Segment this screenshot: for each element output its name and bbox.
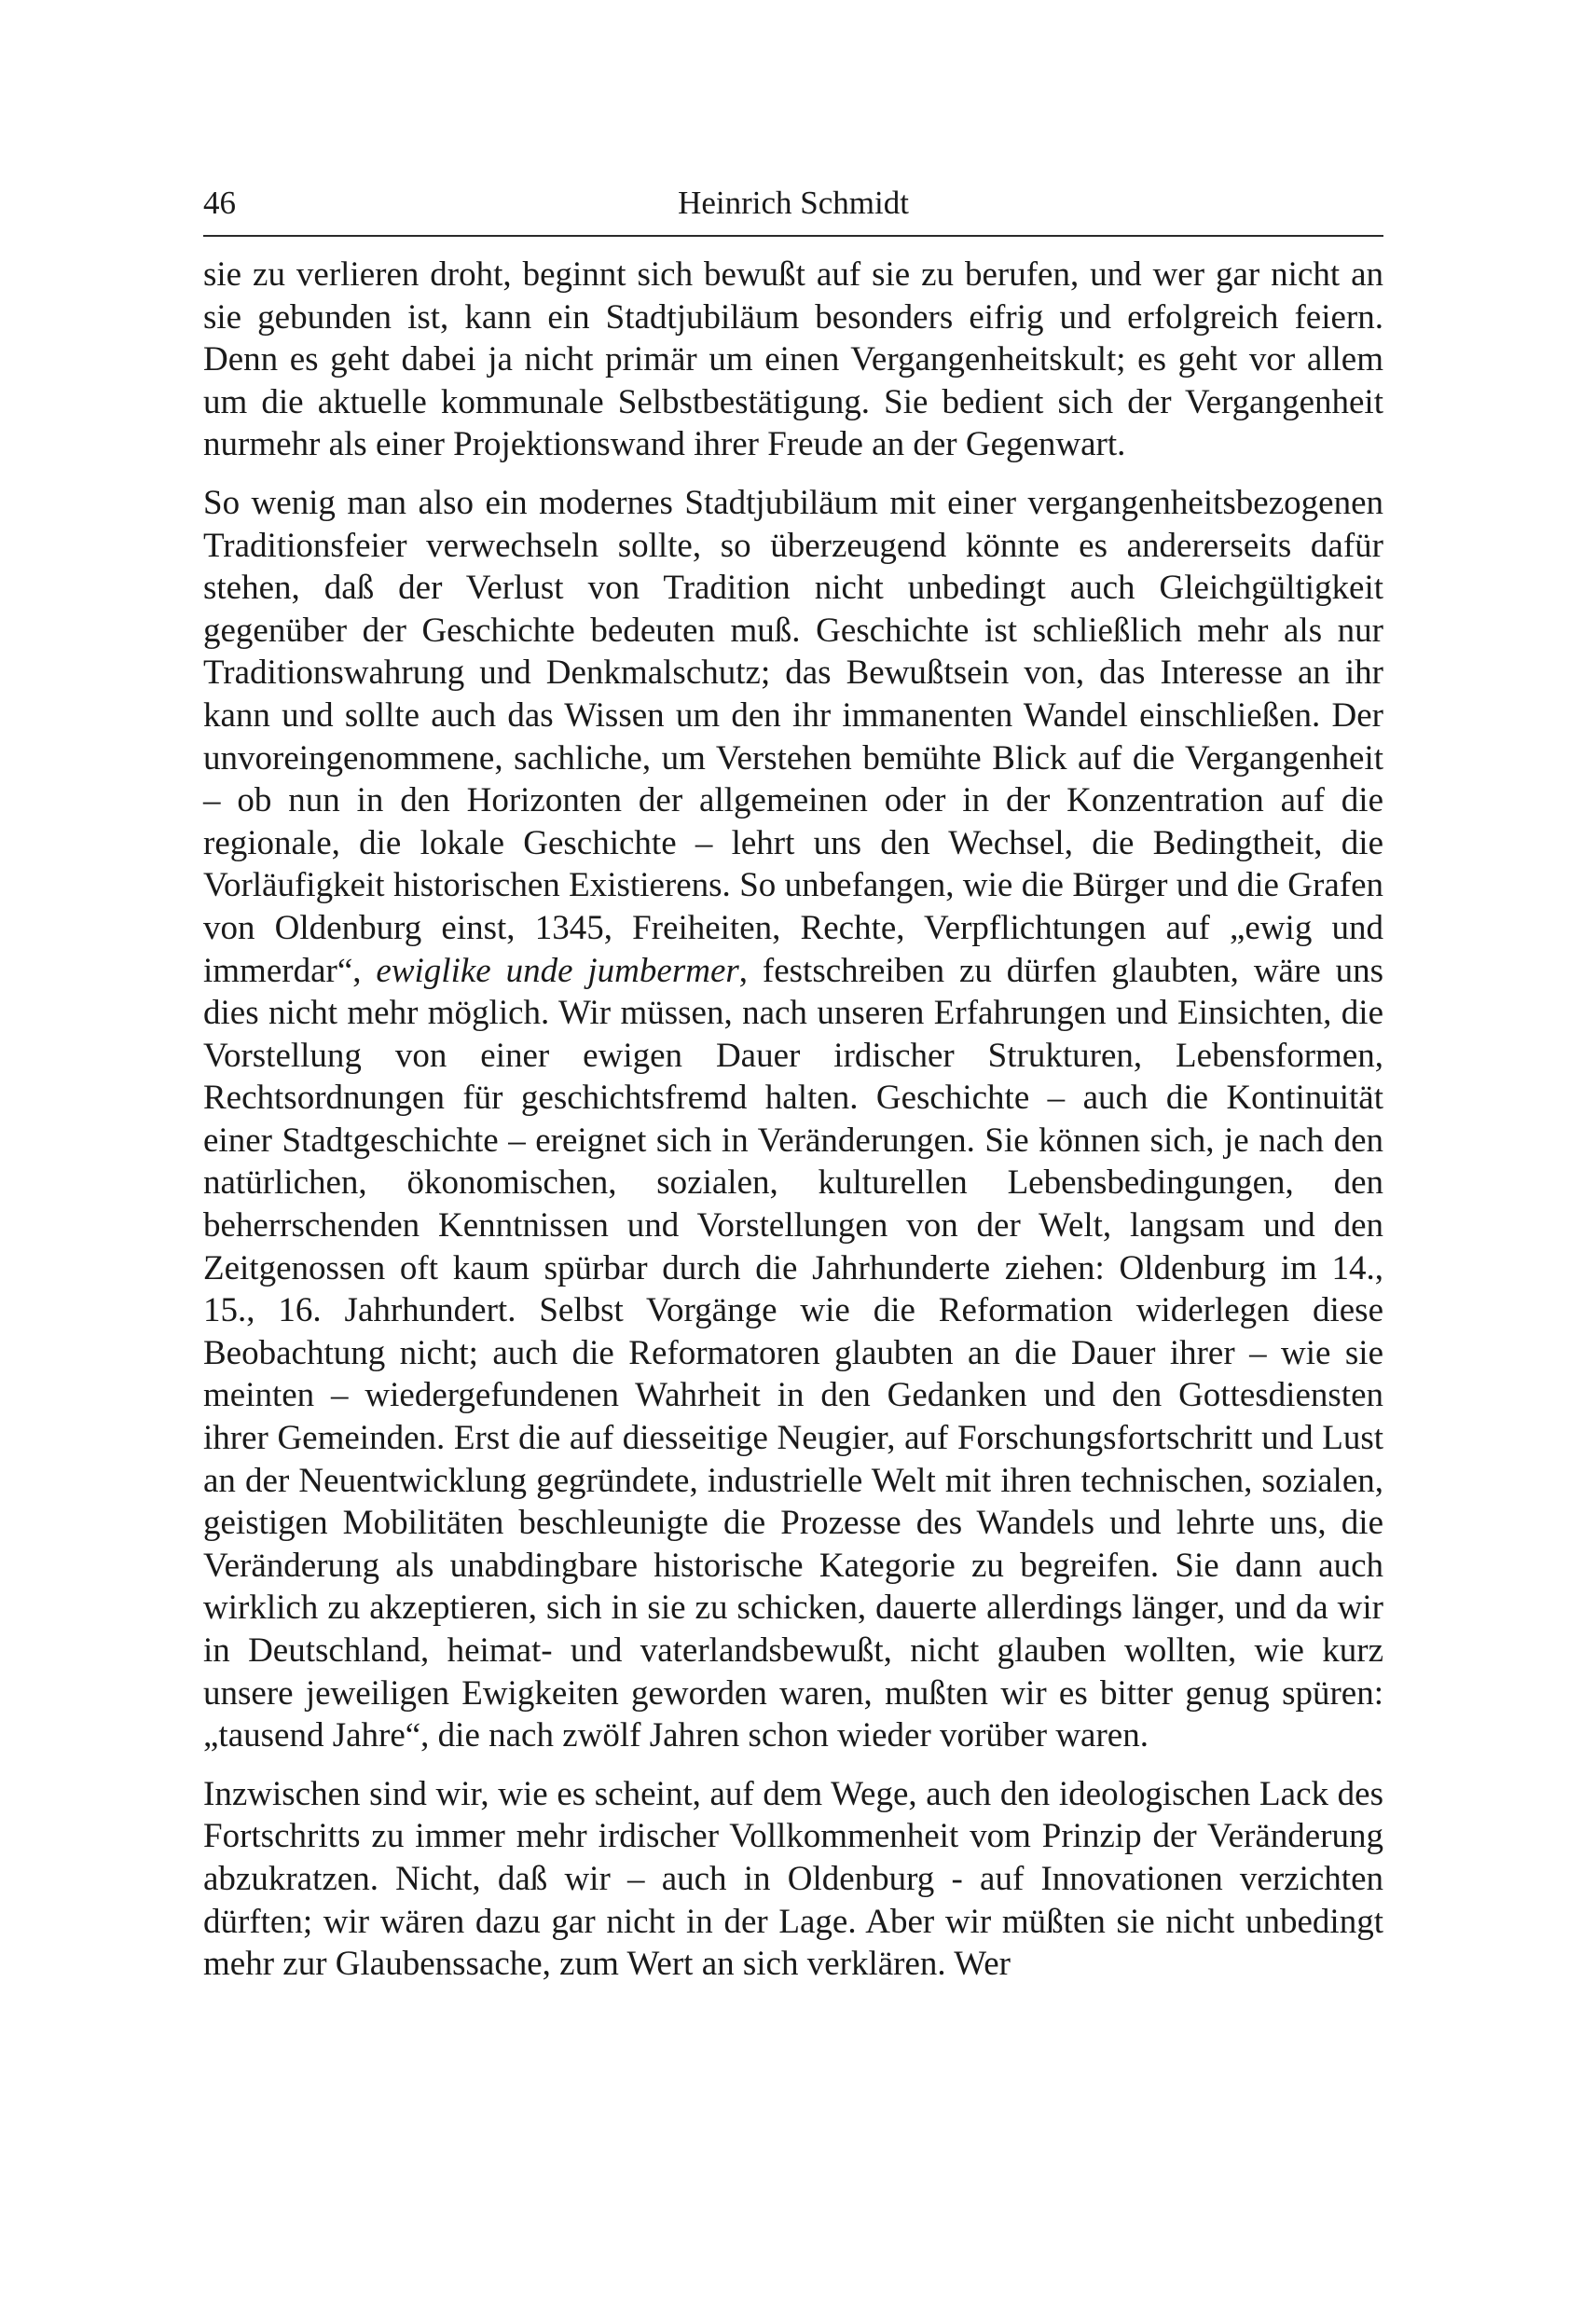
page-number: 46	[203, 185, 236, 221]
paragraph-3: Inzwischen sind wir, wie es scheint, auf dem Wege, auch den ideologischen Lack des Fortschritts zu immer mehr irdischer Vollkommenheit vom Prinzip der Veränderung abzukratzen. Nicht, daß wir – auch in Oldenburg - auf Innovationen verzichten dürften; wir wären dazu gar nicht in der Lage. Aber wir müßten sie nicht unbedingt mehr zur Glaubenssache, zum Wert an sich verklären. Wer	[203, 1774, 1383, 1984]
paragraph-1: sie zu verlieren droht, beginnt sich bewußt auf sie zu berufen, und wer gar nicht an sie gebunden ist, kann ein Stadtjubiläum besonders eifrig und erfolgreich feiern. Denn es geht dabei ja nicht primär um einen Vergangenheitskult; es geht vor allem um die aktuelle kommunale Selbstbestätigung. Sie bedient sich der Vergangenheit nurmehr als einer Projektionswand ihrer Freude an der Gegenwart.	[203, 255, 1383, 464]
paragraph-2	[203, 482, 1383, 1757]
header-rule	[203, 235, 1383, 237]
body-text	[203, 254, 1383, 1986]
running-title: Heinrich Schmidt	[678, 185, 909, 221]
paragraph-2-text-a: So wenig man also ein modernes Stadtjubiläum mit einer vergangenheitsbezogenen Traditionsfeier verwechseln sollte, so überzeugend könnte es andererseits dafür stehen, daß der Verlust von Tradition nicht unbedingt auch Gleichgültigkeit gegenüber der Geschichte bedeuten muß. Geschichte ist schließlich mehr als nur Traditionswahrung und Denkmalschutz; das Bewußtsein von, das Interesse an ihr kann und sollte auch das Wissen um den ihr immanenten Wandel einschließen. Der unvoreingenommene, sachliche, um Verstehen bemühte Blick auf die Vergangenheit – ob nun in den Horizonten der allgemeinen oder in der Konzentration auf die regionale, die lokale Geschichte – lehrt uns den Wechsel, die Bedingtheit, die Vorläufigkeit historischen Existierens. So unbefangen, wie die Bürger und die Grafen von Oldenburg einst, 1345, Freiheiten, Rechte, Verpflichtungen auf „ewig und immerdar“,	[203, 483, 1383, 990]
paragraph-2-text-b: , festschreiben zu dürfen glaubten, wäre uns dies nicht mehr möglich. Wir müssen, nach unseren Erfahrungen und Einsichten, die Vorstellung von einer ewigen Dauer irdischer Strukturen, Lebensformen, Rechtsordnungen für geschichtsfremd halten. Geschichte – auch die Kontinuität einer Stadtgeschichte – ereignet sich in Veränderungen. Sie können sich, je nach den natürlichen, ökonomischen, sozialen, kulturellen Lebensbedingungen, den beherrschenden Kenntnissen und Vorstellungen von der Welt, langsam und den Zeitgenossen oft kaum spürbar durch die Jahrhunderte ziehen: Oldenburg im 14., 15., 16. Jahrhundert. Selbst Vorgänge wie die Reformation widerlegen diese Beobachtung nicht; auch die Reformatoren glaubten an die Dauer ihrer – wie sie meinten – wiedergefundenen Wahrheit in den Gedanken und den Gottesdiensten ihrer Gemeinden. Erst die auf diesseitige Neugier, auf Forschungsfortschritt und Lust an der Neuentwicklung gegründete, industrielle Welt mit ihren technischen, sozialen, geistigen Mobilitäten beschleunigte die Prozesse des Wandels und lehrte uns, die Veränderung als unabdingbare historische Kategorie zu begreifen. Sie dann auch wirklich zu akzeptieren, sich in sie zu schicken, dauerte allerdings länger, und da wir in Deutschland, heimat- und vaterlandsbewußt, nicht glauben wollten, wie kurz unsere jeweiligen Ewigkeiten geworden waren, mußten wir es bitter genug spüren: „tausend Jahre“, die nach zwölf Jahren schon wieder vorüber waren.	[203, 951, 1383, 1755]
running-head	[203, 183, 1383, 224]
italic-quote: ewiglike unde jumbermer	[376, 951, 739, 990]
